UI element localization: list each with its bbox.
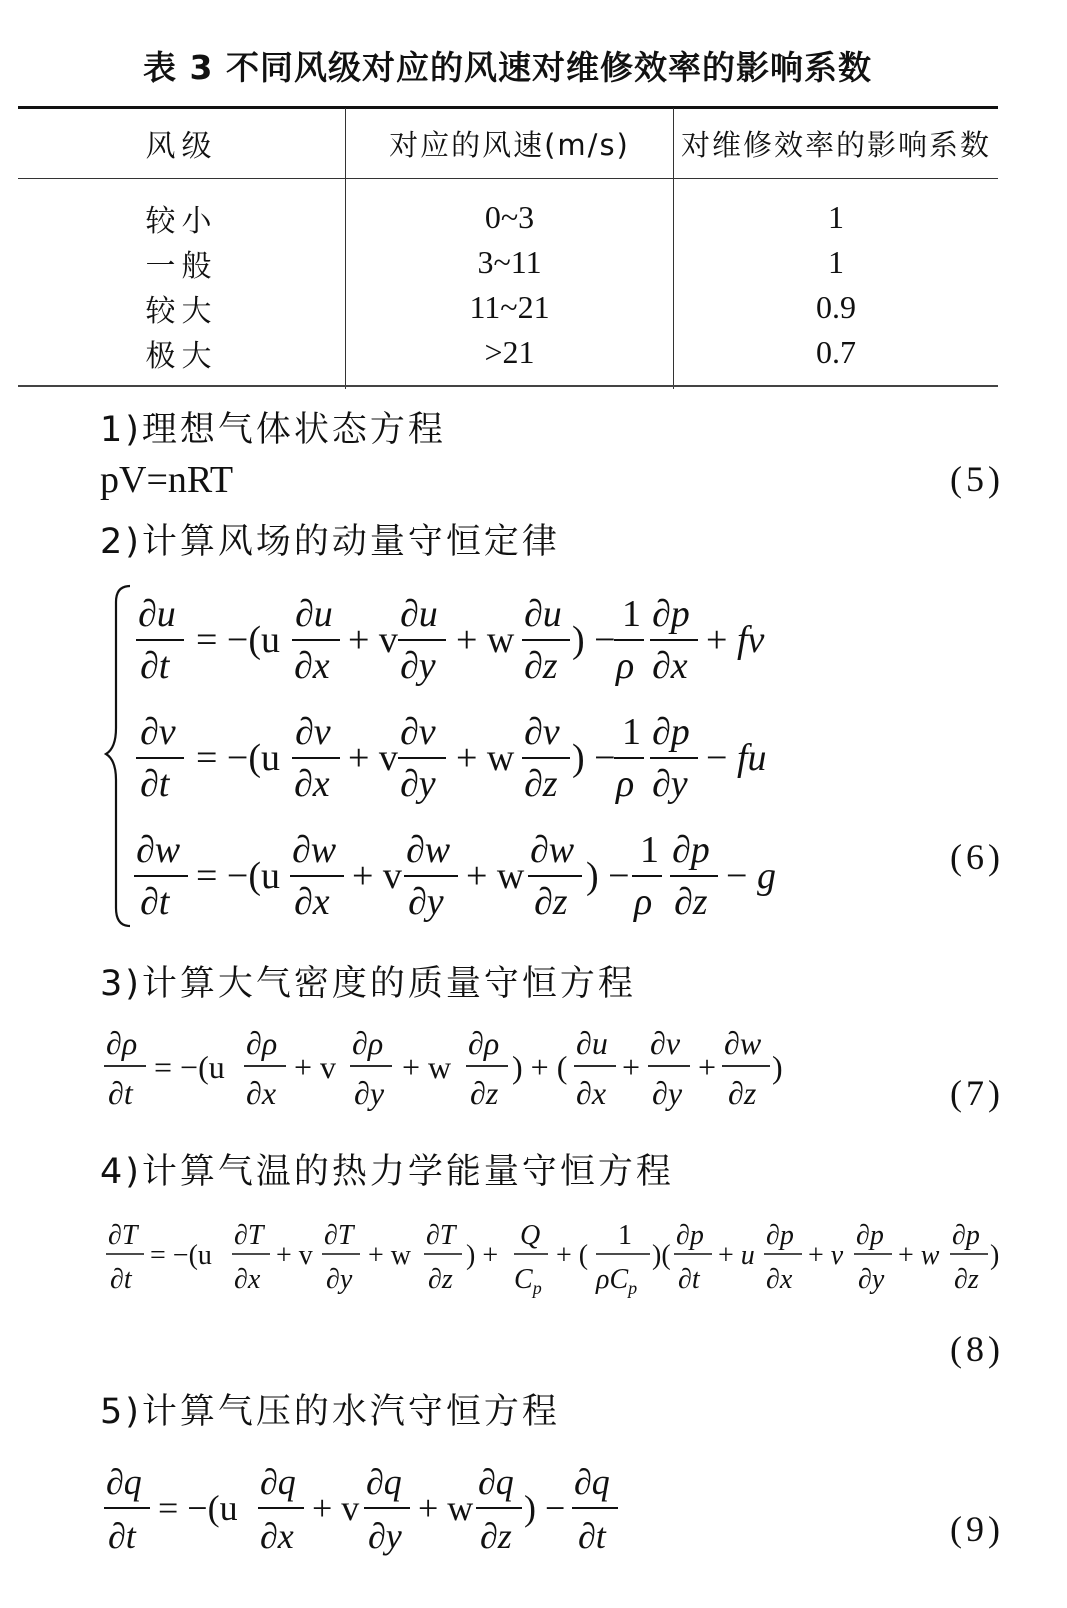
- svg-text:ρ: ρ: [616, 763, 635, 805]
- svg-text:∂y: ∂y: [652, 763, 688, 805]
- cell-speed: 0~3: [346, 179, 674, 241]
- cell-level: 较小: [18, 179, 346, 241]
- svg-text:) + (: ) + (: [512, 1049, 568, 1085]
- svg-text:∂t: ∂t: [108, 1075, 133, 1111]
- svg-text:∂q: ∂q: [106, 1462, 142, 1502]
- equation-number-8: (8): [950, 1329, 1004, 1369]
- section-heading-3: 3)计算大气密度的质量守恒方程: [100, 964, 636, 1004]
- svg-text:+ fv: + fv: [706, 619, 765, 661]
- svg-text:∂w: ∂w: [724, 1025, 762, 1061]
- svg-text:∂t: ∂t: [110, 1264, 132, 1295]
- svg-text:∂T: ∂T: [324, 1220, 354, 1251]
- svg-text:ρCp: $\rho C_p$: [596, 1264, 638, 1298]
- svg-text:∂y: ∂y: [354, 1075, 385, 1111]
- svg-text:∂p: ∂p: [766, 1220, 794, 1251]
- svg-text:∂ρ: ∂ρ: [246, 1025, 278, 1061]
- svg-text:∂q: ∂q: [574, 1462, 610, 1502]
- cell-level: 极大: [18, 330, 346, 389]
- equation-number-9: (9): [950, 1509, 1004, 1549]
- svg-text:)(: )(: [652, 1240, 671, 1271]
- svg-text:∂t: ∂t: [140, 763, 170, 805]
- svg-text:+ u: + u: [718, 1240, 755, 1271]
- svg-text:∂y: ∂y: [858, 1264, 885, 1295]
- svg-text:∂t: ∂t: [678, 1264, 700, 1295]
- svg-text:∂z: ∂z: [954, 1264, 979, 1295]
- svg-text:= −(u: = −(u: [196, 619, 281, 661]
- svg-text:1: 1: [622, 593, 641, 635]
- svg-text:∂x: ∂x: [294, 763, 330, 805]
- svg-text:+: +: [698, 1049, 717, 1085]
- svg-text:∂x: ∂x: [294, 645, 330, 687]
- svg-text:∂p: ∂p: [856, 1220, 884, 1251]
- svg-text:ρ: ρ: [634, 881, 653, 923]
- header-wind-speed: 对应的风速(m/s): [346, 108, 674, 179]
- svg-text:1: 1: [618, 1220, 632, 1251]
- section-heading-2: 2)计算风场的动量守恒定律: [100, 522, 560, 562]
- cell-level: 较大: [18, 285, 346, 330]
- svg-text:= −(u: = −(u: [154, 1049, 225, 1085]
- svg-text:+ v: + v: [348, 737, 398, 779]
- svg-text:+: +: [622, 1049, 641, 1085]
- cell-coefficient: 0.9: [816, 289, 856, 325]
- cell-speed: >21: [346, 330, 674, 389]
- equation-5: pV=nRT: [100, 459, 234, 501]
- svg-text:+ w: + w: [466, 855, 525, 897]
- svg-text:) −: ) −: [572, 619, 616, 661]
- svg-text:∂v: ∂v: [140, 711, 176, 753]
- svg-text:+ w: + w: [456, 737, 515, 779]
- equation-6: [100, 578, 820, 938]
- svg-text:∂x: ∂x: [766, 1264, 793, 1295]
- svg-text:∂t: ∂t: [140, 645, 170, 687]
- svg-text:+ w: + w: [402, 1049, 452, 1085]
- table-bottom-rule: [18, 385, 998, 387]
- svg-text:− fu: − fu: [706, 737, 767, 779]
- svg-text:): ): [990, 1240, 1000, 1271]
- svg-text:∂p: ∂p: [672, 829, 710, 871]
- svg-text:= −(u: = −(u: [196, 737, 281, 779]
- svg-text:Cp: $C_p$: [514, 1264, 542, 1298]
- svg-text:− g: − g: [726, 855, 776, 897]
- svg-text:∂v: ∂v: [400, 711, 436, 753]
- svg-text:= −(u: = −(u: [196, 855, 281, 897]
- svg-text:∂z: ∂z: [674, 881, 708, 923]
- svg-text:∂q: ∂q: [366, 1462, 402, 1502]
- section-heading-1: 1)理想气体状态方程: [100, 410, 446, 450]
- svg-text:∂x: ∂x: [260, 1516, 294, 1556]
- svg-text:+ v: + v: [808, 1240, 844, 1271]
- svg-text:1: 1: [622, 711, 641, 753]
- header-coefficient: 对维修效率的影响系数: [674, 108, 999, 179]
- left-brace-icon: [106, 586, 130, 926]
- svg-text:∂x: ∂x: [576, 1075, 607, 1111]
- svg-text:∂z: ∂z: [470, 1075, 499, 1111]
- svg-text:∂z: ∂z: [480, 1516, 512, 1556]
- svg-text:∂T: ∂T: [426, 1220, 456, 1251]
- equation-number-7: (7): [950, 1073, 1004, 1113]
- svg-text:+ v: + v: [294, 1049, 337, 1085]
- equation-number-6: (6): [950, 837, 1004, 877]
- wind-table: [18, 108, 998, 389]
- equation-7: [100, 1022, 800, 1122]
- svg-text:+ v: + v: [352, 855, 402, 897]
- svg-text:): ): [772, 1049, 783, 1085]
- svg-text:∂x: ∂x: [246, 1075, 277, 1111]
- table-header-row: [18, 108, 998, 179]
- svg-text:+ (: + (: [556, 1240, 589, 1271]
- svg-text:∂ρ: ∂ρ: [468, 1025, 500, 1061]
- svg-text:∂ρ: ∂ρ: [106, 1025, 138, 1061]
- equation-8: [100, 1214, 1010, 1314]
- svg-text:∂x: ∂x: [234, 1264, 261, 1295]
- table-row: [18, 285, 998, 330]
- svg-text:∂w: ∂w: [292, 829, 337, 871]
- svg-text:∂u: ∂u: [138, 593, 176, 635]
- svg-text:∂w: ∂w: [530, 829, 575, 871]
- equation-number-5: (5): [950, 459, 1004, 499]
- header-wind-level: 风级: [18, 108, 346, 179]
- table-caption: 表 3 不同风级对应的风速对维修效率的影响系数: [143, 48, 872, 87]
- svg-text:∂v: ∂v: [295, 711, 331, 753]
- svg-text:= −(u: = −(u: [150, 1240, 212, 1271]
- svg-text:∂t: ∂t: [108, 1516, 136, 1556]
- cell-coefficient: 0.7: [816, 334, 856, 370]
- svg-text:∂y: ∂y: [326, 1264, 353, 1295]
- svg-text:∂t: ∂t: [140, 881, 170, 923]
- svg-text:∂w: ∂w: [406, 829, 451, 871]
- svg-text:∂x: ∂x: [652, 645, 688, 687]
- svg-text:1: 1: [640, 829, 659, 871]
- table-row: [18, 179, 998, 241]
- svg-text:∂q: ∂q: [478, 1462, 514, 1502]
- cell-coefficient: 1: [828, 199, 844, 235]
- svg-text:∂u: ∂u: [400, 593, 438, 635]
- svg-text:∂p: ∂p: [652, 593, 690, 635]
- svg-text:+ w: + w: [456, 619, 515, 661]
- svg-text:+ w: + w: [368, 1240, 412, 1271]
- svg-text:∂q: ∂q: [260, 1462, 296, 1502]
- svg-text:∂T: ∂T: [108, 1220, 138, 1251]
- svg-text:+ w: + w: [898, 1240, 940, 1271]
- table-row: [18, 330, 998, 389]
- svg-text:∂z: ∂z: [524, 763, 558, 805]
- svg-text:∂t: ∂t: [578, 1516, 606, 1556]
- svg-text:∂p: ∂p: [952, 1220, 980, 1251]
- svg-text:∂u: ∂u: [524, 593, 562, 635]
- svg-text:∂z: ∂z: [428, 1264, 453, 1295]
- svg-text:∂y: ∂y: [400, 645, 436, 687]
- section-heading-5: 5)计算气压的水汽守恒方程: [100, 1392, 560, 1432]
- svg-text:∂u: ∂u: [295, 593, 333, 635]
- cell-coefficient: 1: [828, 244, 844, 280]
- svg-text:+ v: + v: [312, 1488, 360, 1528]
- svg-text:∂z: ∂z: [728, 1075, 757, 1111]
- svg-text:= −(u: = −(u: [158, 1488, 238, 1528]
- svg-text:∂v: ∂v: [650, 1025, 681, 1061]
- svg-text:∂z: ∂z: [524, 645, 558, 687]
- section-heading-4: 4)计算气温的热力学能量守恒方程: [100, 1152, 674, 1192]
- svg-text:∂T: ∂T: [234, 1220, 264, 1251]
- table-row: [18, 240, 998, 285]
- equation-9: [100, 1458, 660, 1568]
- svg-text:) −: ) −: [572, 737, 616, 779]
- svg-text:∂y: ∂y: [408, 881, 444, 923]
- svg-text:) +: ) +: [466, 1240, 499, 1271]
- svg-text:ρ: ρ: [616, 645, 635, 687]
- svg-text:) −: ) −: [524, 1488, 566, 1528]
- svg-text:∂w: ∂w: [136, 829, 181, 871]
- cell-speed: 11~21: [346, 285, 674, 330]
- svg-text:∂p: ∂p: [652, 711, 690, 753]
- svg-text:) −: ) −: [586, 855, 630, 897]
- cell-speed: 3~11: [346, 240, 674, 285]
- svg-text:∂u: ∂u: [576, 1025, 608, 1061]
- svg-text:∂y: ∂y: [652, 1075, 683, 1111]
- svg-text:∂p: ∂p: [676, 1220, 704, 1251]
- svg-text:∂y: ∂y: [400, 763, 436, 805]
- svg-text:∂ρ: ∂ρ: [352, 1025, 384, 1061]
- svg-text:∂x: ∂x: [294, 881, 330, 923]
- svg-text:∂z: ∂z: [534, 881, 568, 923]
- svg-text:∂v: ∂v: [524, 711, 560, 753]
- svg-text:+ v: + v: [348, 619, 398, 661]
- svg-text:Q: Q: [520, 1220, 541, 1251]
- svg-text:+ w: + w: [418, 1488, 474, 1528]
- cell-level: 一般: [18, 240, 346, 285]
- svg-text:∂y: ∂y: [368, 1516, 402, 1556]
- svg-text:+ v: + v: [276, 1240, 313, 1271]
